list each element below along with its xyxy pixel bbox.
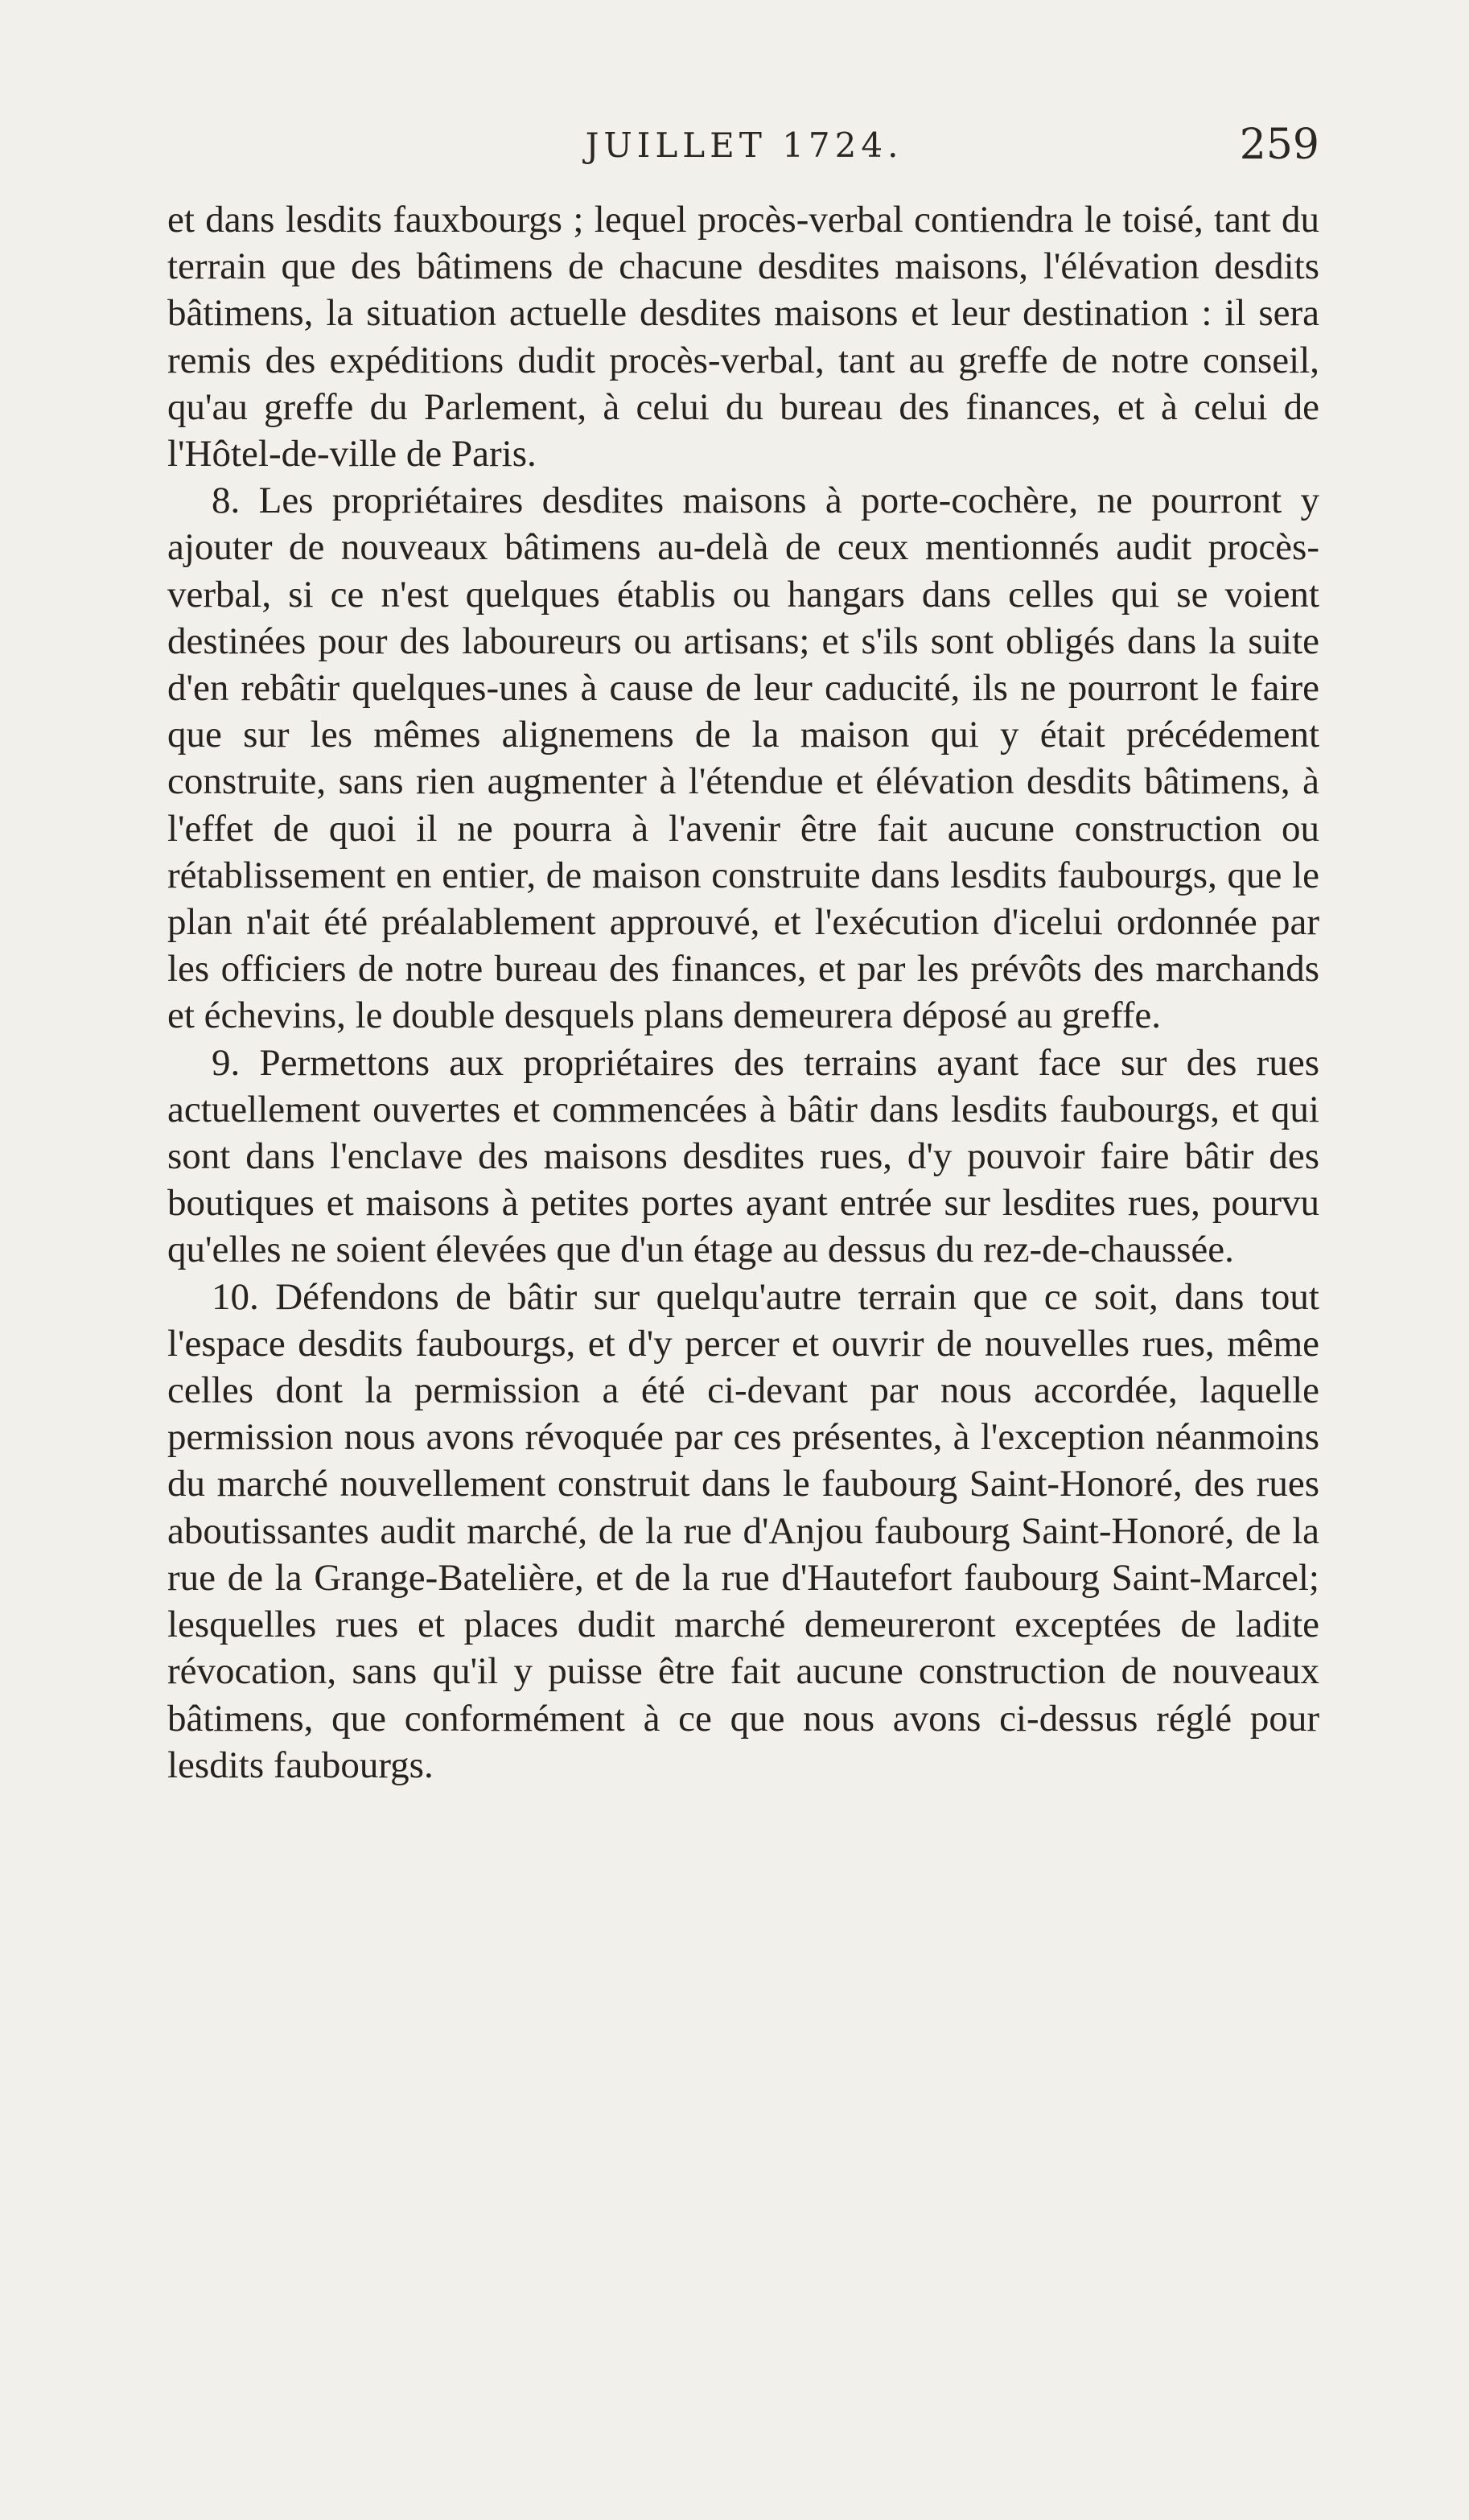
paragraph-article-9: 9. Permettons aux propriétaires des terrains ayant face sur des rues actuellement ouvertes et commencées à bâtir dans lesdits faubourgs, et qui sont dans l'enclave des maisons desdites rues, d'y pouvoir faire bâtir des boutiques et maisons à petites portes ayant entrée sur lesdites rues, pourvu qu'elles ne soient élevées que d'un étage au dessus du rez-de-chaussée. xyxy=(167,1041,1319,1271)
running-head: JUILLET 1724. xyxy=(585,126,903,165)
body-text xyxy=(167,196,1319,1789)
page-header xyxy=(169,121,1319,177)
paragraph-continuation: et dans lesdits fauxbourgs ; lequel procès-verbal contiendra le toisé, tant du terrain que des bâtimens de chacune desdites maisons, l'élévation desdits bâtimens, la situation actuelle desdites maisons et leur destination : il sera remis des expéditions dudit procès-verbal, tant au greffe de notre conseil, qu'au greffe du Parlement, à celui du bureau des finances, et à celui de l'Hôtel-de-ville de Paris. xyxy=(167,199,1319,476)
paragraph-article-10: 10. Défendons de bâtir sur quelqu'autre terrain que ce soit, dans tout l'espace desdits faubourgs, et d'y percer et ouvrir de nouvelles rues, même celles dont la permission a été ci-devant par nous accordée, laquelle permission nous avons révoquée par ces présentes, à l'exception néanmoins du marché nouvellement construit dans le faubourg Saint-Honoré, des rues aboutissantes audit marché, de la rue d'Anjou faubourg Saint-Honoré, de la rue de la Grange-Batelière, et de la rue d'Hautefort faubourg Saint-Marcel; lesquelles rues et places dudit marché demeureront exceptées de ladite révocation, sans qu'il y puisse être fait aucune construction de nouveaux bâtimens, que conformément à ce que nous avons ci-dessus réglé pour lesdits faubourgs. xyxy=(167,1275,1319,1786)
paragraph-article-8: 8. Les propriétaires desdites maisons à porte-cochère, ne pourront y ajouter de nouveaux bâtimens au-delà de ceux mentionnés audit procès-verbal, si ce n'est quelques établis ou hangars dans celles qui se voient destinées pour des laboureurs ou artisans; et s'ils sont obligés dans la suite d'en rebâtir quelques-unes à cause de leur caducité, ils ne pourront le faire que sur les mêmes alignemens de la maison qui y était précédement construite, sans rien augmenter à l'étendue et élévation desdits bâtimens, à l'effet de quoi il ne pourra à l'avenir être fait aucune construction ou rétablissement en entier, de maison construite dans lesdits faubourgs, que le plan n'ait été préalablement approuvé, et l'exécution d'icelui ordonnée par les officiers de notre bureau des finances, et par les prévôts des marchands et échevins, le double desquels plans demeurera déposé au greffe. xyxy=(167,480,1319,1037)
page-number: 259 xyxy=(1239,121,1319,169)
